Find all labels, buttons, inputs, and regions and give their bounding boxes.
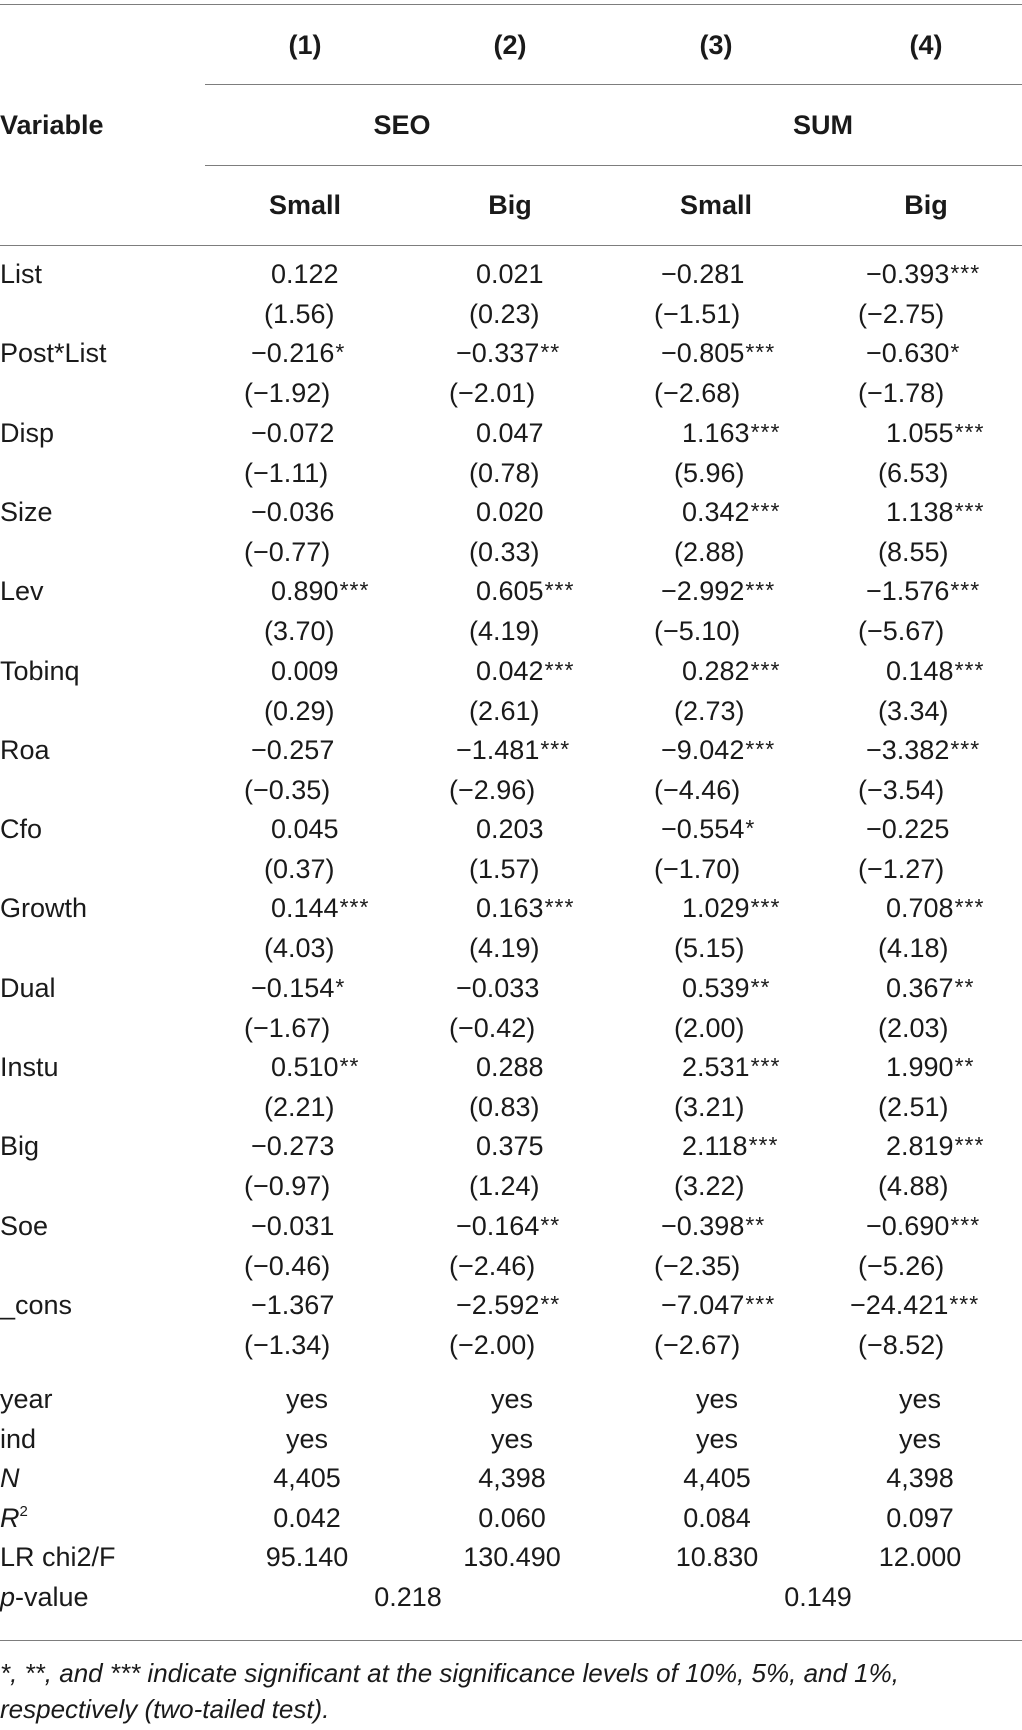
summary-value: 0.060 bbox=[478, 1502, 546, 1533]
row-label-lr-chi2-f bbox=[0, 1544, 116, 1571]
coefficient-cell bbox=[476, 1133, 544, 1160]
coefficient-value: −0.393 bbox=[866, 259, 950, 289]
coefficient-value: 1.163 bbox=[682, 417, 750, 448]
coefficient-cell bbox=[251, 1289, 335, 1320]
t-statistic-cell: (3.70) bbox=[264, 616, 335, 647]
row-label-text: ind bbox=[0, 1423, 37, 1454]
coefficient-cell bbox=[476, 895, 574, 922]
coefficient-value: 0.708 bbox=[886, 893, 954, 924]
coefficient-value: −0.033 bbox=[456, 972, 540, 1003]
coefficient-value: −0.164 bbox=[456, 1210, 540, 1241]
significance-stars: *** bbox=[540, 735, 571, 762]
significance-stars: *** bbox=[954, 497, 985, 524]
coefficient-cell bbox=[271, 578, 369, 605]
summary-value: yes bbox=[695, 1423, 739, 1454]
t-statistic-cell: (−2.00) bbox=[449, 1329, 536, 1360]
t-statistic-cell: (0.23) bbox=[469, 299, 540, 329]
coefficient-value: −0.690 bbox=[866, 1210, 950, 1241]
coefficient-cell bbox=[661, 1289, 776, 1320]
t-statistic-cell: (−8.52) bbox=[858, 1329, 945, 1360]
coefficient-value: −0.273 bbox=[251, 1131, 335, 1162]
t-statistic-cell: (4.19) bbox=[469, 933, 540, 964]
t-statistic-cell: (−2.01) bbox=[449, 378, 536, 409]
top-rule bbox=[0, 4, 1022, 5]
coefficient-cell bbox=[476, 578, 574, 605]
p-label-rest: -value bbox=[15, 1581, 89, 1612]
t-statistic-cell: (4.19) bbox=[469, 616, 540, 647]
coefficient-value: 0.203 bbox=[476, 814, 544, 845]
p-value-1: 0.218 bbox=[374, 1581, 442, 1612]
coefficient-value: 0.009 bbox=[271, 655, 339, 686]
summary-value: yes bbox=[898, 1384, 942, 1414]
coefficient-value: −0.216 bbox=[251, 338, 335, 369]
row-label-text: N bbox=[0, 1463, 20, 1493]
t-statistic-cell: (−1.34) bbox=[244, 1329, 331, 1360]
summary-value: yes bbox=[490, 1384, 534, 1414]
coefficient-value: 0.539 bbox=[682, 972, 750, 1003]
coefficient-value: 0.021 bbox=[476, 259, 544, 289]
coefficient-value: 0.375 bbox=[476, 1131, 544, 1162]
row-label-ind bbox=[0, 1423, 37, 1454]
row-label-superscript: 2 bbox=[19, 1502, 28, 1520]
coefficient-cell bbox=[476, 261, 544, 288]
t-statistic-cell: (2.73) bbox=[674, 695, 745, 726]
coefficient-value: 0.282 bbox=[682, 655, 750, 686]
coefficient-value: 0.342 bbox=[682, 496, 750, 527]
t-statistic-cell: (−1.78) bbox=[858, 378, 945, 409]
t-statistic-cell: (−2.46) bbox=[449, 1250, 536, 1281]
significance-stars: *** bbox=[950, 735, 981, 762]
group-header-sum: SUM bbox=[793, 110, 853, 140]
coefficient-value: 2.531 bbox=[682, 1052, 750, 1082]
summary-value: yes bbox=[285, 1384, 329, 1414]
t-statistic-cell: (0.37) bbox=[264, 854, 335, 885]
variable-header: Variable bbox=[0, 110, 104, 140]
row-label-post-list: Post*List bbox=[0, 338, 107, 369]
significance-stars: *** bbox=[339, 577, 370, 604]
subgroup-header-4: Big bbox=[904, 190, 948, 220]
summary-value: 0.042 bbox=[273, 1502, 341, 1533]
row-label-p-value bbox=[0, 1581, 89, 1612]
significance-stars: *** bbox=[544, 656, 575, 683]
coefficient-cell bbox=[271, 816, 339, 843]
coefficient-value: −3.382 bbox=[866, 734, 950, 765]
summary-value: 4,405 bbox=[273, 1463, 341, 1493]
coefficient-value: −0.036 bbox=[251, 496, 335, 527]
coefficient-value: −0.281 bbox=[661, 259, 745, 289]
significance-stars: *** bbox=[750, 418, 781, 445]
significance-stars: * bbox=[950, 339, 961, 366]
coefficient-value: 0.045 bbox=[271, 814, 339, 845]
coefficient-cell bbox=[661, 1210, 766, 1241]
t-statistic-cell: (5.15) bbox=[674, 933, 745, 964]
t-statistic-cell: (2.00) bbox=[674, 1012, 745, 1043]
coefficient-value: 0.367 bbox=[886, 972, 954, 1003]
summary-value: 0.097 bbox=[886, 1502, 954, 1533]
t-statistic-cell: (−1.67) bbox=[244, 1012, 331, 1043]
summary-value: 95.140 bbox=[265, 1542, 349, 1572]
significance-stars: * bbox=[335, 339, 346, 366]
t-statistic-cell: (8.55) bbox=[878, 536, 949, 567]
summary-value: yes bbox=[285, 1423, 329, 1454]
summary-value: 4,405 bbox=[683, 1463, 751, 1493]
row-label--cons: _cons bbox=[0, 1289, 73, 1320]
coefficient-cell bbox=[251, 417, 335, 448]
coefficient-cell bbox=[682, 496, 781, 527]
coefficient-cell bbox=[682, 972, 771, 1003]
coefficient-value: 0.144 bbox=[271, 893, 339, 924]
row-label-growth: Growth bbox=[0, 893, 88, 924]
coefficient-value: 0.163 bbox=[476, 893, 544, 924]
t-statistic-cell: (1.24) bbox=[469, 1171, 540, 1202]
table-footnote: *, **, and *** indicate significant at the significance levels of 10%, 5%, and 1%, respectively (two-tailed test). bbox=[0, 1658, 899, 1724]
coefficient-cell bbox=[866, 734, 981, 765]
t-statistic-cell: (−4.46) bbox=[654, 774, 741, 805]
significance-stars: *** bbox=[954, 418, 985, 445]
coefficient-cell bbox=[661, 734, 776, 765]
coefficient-value: −9.042 bbox=[661, 734, 745, 765]
row-label-instu: Instu bbox=[0, 1052, 59, 1082]
coefficient-value: −0.257 bbox=[251, 734, 335, 765]
coefficient-cell bbox=[886, 895, 984, 922]
significance-stars: ** bbox=[339, 1053, 360, 1079]
t-statistic-cell: (−0.35) bbox=[244, 774, 331, 805]
coefficient-cell bbox=[886, 1133, 984, 1160]
row-label-size: Size bbox=[0, 496, 53, 527]
coefficient-cell bbox=[251, 1210, 335, 1241]
coefficient-cell bbox=[456, 340, 560, 367]
t-statistic-cell: (3.22) bbox=[674, 1171, 745, 1202]
significance-stars: *** bbox=[949, 1290, 980, 1317]
significance-stars: *** bbox=[745, 577, 776, 604]
coefficient-cell bbox=[682, 417, 781, 448]
coefficient-cell bbox=[886, 496, 985, 527]
significance-stars: ** bbox=[540, 1211, 561, 1238]
coefficient-cell bbox=[456, 1289, 561, 1320]
coefficient-value: 2.819 bbox=[886, 1131, 954, 1162]
subgroup-header-3: Small bbox=[679, 190, 753, 220]
t-statistic-cell: (−5.10) bbox=[654, 616, 741, 647]
coefficient-cell bbox=[476, 655, 575, 686]
row-label-cfo: Cfo bbox=[0, 814, 43, 845]
coefficient-cell bbox=[866, 816, 949, 843]
t-statistic-cell: (−1.11) bbox=[244, 457, 329, 488]
coefficient-value: 1.029 bbox=[682, 893, 750, 924]
row-label-text: LR chi2/F bbox=[0, 1542, 116, 1572]
coefficient-cell bbox=[476, 496, 544, 527]
coefficient-value: −0.031 bbox=[251, 1210, 335, 1241]
t-statistic-cell: (−2.68) bbox=[654, 378, 741, 409]
summary-value: 4,398 bbox=[886, 1463, 954, 1493]
coefficient-cell bbox=[866, 261, 980, 288]
column-number-3: (3) bbox=[699, 30, 733, 60]
significance-stars: *** bbox=[745, 1290, 776, 1317]
coefficient-value: 0.288 bbox=[476, 1052, 544, 1082]
coefficient-cell bbox=[271, 1054, 359, 1081]
coefficient-cell bbox=[251, 340, 345, 367]
t-statistic-cell: (−1.51) bbox=[654, 299, 741, 329]
t-statistic-cell: (2.21) bbox=[264, 1092, 335, 1122]
significance-stars: *** bbox=[954, 894, 985, 921]
significance-stars: *** bbox=[950, 260, 981, 286]
coefficient-cell bbox=[886, 1054, 974, 1081]
summary-value: 130.490 bbox=[463, 1542, 561, 1572]
significance-stars: *** bbox=[954, 1132, 985, 1159]
coefficient-cell bbox=[661, 340, 775, 367]
row-label-list: List bbox=[0, 259, 43, 289]
coefficient-value: −0.225 bbox=[866, 814, 950, 845]
coefficient-cell bbox=[886, 972, 975, 1003]
coefficient-cell bbox=[886, 417, 985, 448]
t-statistic-cell: (3.21) bbox=[674, 1092, 745, 1122]
column-number-rule bbox=[205, 84, 1022, 85]
coefficient-value: 0.020 bbox=[476, 496, 544, 527]
coefficient-cell bbox=[682, 895, 780, 922]
t-statistic-cell: (−1.27) bbox=[858, 854, 945, 885]
t-statistic-cell: (1.57) bbox=[469, 854, 540, 885]
t-statistic-cell: (−0.46) bbox=[244, 1250, 331, 1281]
significance-stars: ** bbox=[954, 1053, 975, 1079]
significance-stars: ** bbox=[540, 1290, 561, 1317]
significance-stars: ** bbox=[954, 973, 975, 1000]
row-label-year bbox=[0, 1386, 53, 1413]
subgroup-header-2: Big bbox=[488, 190, 532, 220]
summary-value: yes bbox=[898, 1423, 942, 1454]
row-label-disp: Disp bbox=[0, 417, 55, 448]
coefficient-cell bbox=[661, 261, 744, 288]
t-statistic-cell: (−1.70) bbox=[654, 854, 741, 885]
table-bottom-rule bbox=[0, 1640, 1022, 1641]
header-bottom-rule bbox=[0, 245, 1022, 246]
coefficient-cell bbox=[456, 734, 571, 765]
coefficient-value: −0.072 bbox=[251, 417, 335, 448]
t-statistic-cell: (5.96) bbox=[674, 457, 745, 488]
coefficient-cell bbox=[661, 816, 755, 843]
t-statistic-cell: (0.33) bbox=[469, 536, 540, 567]
subgroup-header-1: Small bbox=[268, 190, 342, 220]
t-statistic-cell: (2.51) bbox=[878, 1092, 949, 1122]
coefficient-value: 1.138 bbox=[886, 496, 954, 527]
t-statistic-cell: (−2.75) bbox=[858, 299, 945, 329]
significance-stars: ** bbox=[540, 339, 561, 366]
coefficient-cell bbox=[850, 1289, 980, 1320]
coefficient-value: 0.510 bbox=[271, 1052, 339, 1082]
column-number-1: (1) bbox=[288, 30, 322, 60]
p-value-2: 0.149 bbox=[784, 1581, 852, 1612]
coefficient-cell bbox=[886, 655, 985, 686]
significance-stars: * bbox=[745, 815, 756, 842]
row-label-text: R bbox=[0, 1502, 20, 1533]
row-label-tobinq: Tobinq bbox=[0, 655, 80, 686]
row-label-roa: Roa bbox=[0, 734, 50, 765]
significance-stars: *** bbox=[544, 894, 575, 921]
t-statistic-cell: (4.03) bbox=[264, 933, 335, 964]
column-number-4: (4) bbox=[909, 30, 943, 60]
t-statistic-cell: (−5.67) bbox=[858, 616, 945, 647]
coefficient-cell bbox=[866, 1210, 981, 1241]
coefficient-cell bbox=[682, 655, 781, 686]
coefficient-cell bbox=[476, 417, 544, 448]
coefficient-value: −0.805 bbox=[661, 338, 745, 369]
coefficient-value: 1.055 bbox=[886, 417, 954, 448]
t-statistic-cell: (0.78) bbox=[469, 457, 540, 488]
t-statistic-cell: (−2.96) bbox=[449, 774, 536, 805]
row-label-soe: Soe bbox=[0, 1210, 49, 1241]
coefficient-cell bbox=[476, 816, 544, 843]
coefficient-value: −1.576 bbox=[866, 576, 950, 607]
summary-value: 12.000 bbox=[878, 1542, 962, 1572]
coefficient-cell bbox=[866, 340, 960, 367]
summary-value: 10.830 bbox=[675, 1542, 759, 1572]
coefficient-value: 0.890 bbox=[271, 576, 339, 607]
row-label-n bbox=[0, 1465, 20, 1492]
t-statistic-cell: (3.34) bbox=[878, 695, 949, 726]
t-statistic-cell: (−2.35) bbox=[654, 1250, 741, 1281]
row-label-text: year bbox=[0, 1384, 53, 1414]
t-statistic-cell: (−1.92) bbox=[244, 378, 331, 409]
coefficient-value: −0.554 bbox=[661, 814, 745, 845]
t-statistic-cell: (6.53) bbox=[878, 457, 949, 488]
group-rule bbox=[205, 165, 1022, 166]
coefficient-value: −7.047 bbox=[661, 1289, 745, 1320]
t-statistic-cell: (−0.77) bbox=[244, 536, 331, 567]
coefficient-value: −0.337 bbox=[456, 338, 540, 369]
significance-stars: *** bbox=[748, 1132, 779, 1159]
significance-stars: *** bbox=[745, 735, 776, 762]
t-statistic-cell: (4.18) bbox=[878, 933, 949, 964]
coefficient-cell bbox=[661, 578, 775, 605]
coefficient-value: 2.118 bbox=[682, 1131, 748, 1162]
coefficient-value: −0.630 bbox=[866, 338, 950, 369]
coefficient-value: −1.367 bbox=[251, 1289, 335, 1320]
coefficient-cell bbox=[682, 1054, 780, 1081]
row-label-dual: Dual bbox=[0, 972, 56, 1003]
coefficient-value: 0.605 bbox=[476, 576, 544, 607]
coefficient-value: 0.042 bbox=[476, 655, 544, 686]
coefficient-value: 1.990 bbox=[886, 1052, 954, 1082]
significance-stars: *** bbox=[750, 894, 781, 921]
t-statistic-cell: (0.29) bbox=[264, 695, 335, 726]
coefficient-cell bbox=[251, 496, 335, 527]
t-statistic-cell: (−5.26) bbox=[858, 1250, 945, 1281]
coefficient-cell bbox=[271, 655, 339, 686]
significance-stars: * bbox=[335, 973, 346, 1000]
coefficient-value: 0.148 bbox=[886, 655, 954, 686]
coefficient-cell bbox=[271, 261, 339, 288]
coefficient-value: −2.992 bbox=[661, 576, 745, 607]
coefficient-value: −0.154 bbox=[251, 972, 335, 1003]
t-statistic-cell: (4.88) bbox=[878, 1171, 949, 1202]
coefficient-cell bbox=[476, 1054, 544, 1081]
t-statistic-cell: (−2.67) bbox=[654, 1329, 741, 1360]
row-label-r bbox=[0, 1502, 28, 1533]
significance-stars: *** bbox=[745, 339, 776, 366]
significance-stars: *** bbox=[339, 894, 370, 921]
t-statistic-cell: (−0.42) bbox=[449, 1012, 536, 1043]
t-statistic-cell: (−3.54) bbox=[858, 774, 945, 805]
coefficient-cell bbox=[456, 972, 540, 1003]
coefficient-cell bbox=[456, 1210, 561, 1241]
significance-stars: *** bbox=[544, 577, 575, 604]
t-statistic-cell: (−0.97) bbox=[244, 1171, 331, 1202]
significance-stars: *** bbox=[950, 1211, 981, 1238]
coefficient-cell bbox=[271, 895, 369, 922]
summary-value: yes bbox=[490, 1423, 534, 1454]
significance-stars: ** bbox=[745, 1211, 766, 1238]
t-statistic-cell: (2.03) bbox=[878, 1012, 949, 1043]
significance-stars: ** bbox=[750, 973, 771, 1000]
summary-value: 4,398 bbox=[478, 1463, 546, 1493]
t-statistic-cell: (2.61) bbox=[469, 695, 540, 726]
t-statistic-cell: (1.56) bbox=[264, 299, 335, 329]
significance-stars: *** bbox=[954, 656, 985, 683]
coefficient-value: 0.122 bbox=[271, 259, 339, 289]
row-label-big: Big bbox=[0, 1131, 40, 1162]
coefficient-cell bbox=[682, 1133, 778, 1160]
significance-stars: *** bbox=[750, 497, 781, 524]
coefficient-cell bbox=[251, 972, 346, 1003]
column-number-2: (2) bbox=[493, 30, 527, 60]
p-label-italic: p bbox=[0, 1581, 16, 1612]
summary-value: yes bbox=[695, 1384, 739, 1414]
t-statistic-cell: (2.88) bbox=[674, 536, 745, 567]
coefficient-value: −0.398 bbox=[661, 1210, 745, 1241]
significance-stars: *** bbox=[950, 577, 981, 604]
coefficient-cell bbox=[866, 578, 980, 605]
coefficient-value: −24.421 bbox=[850, 1289, 949, 1320]
significance-stars: *** bbox=[750, 1053, 781, 1079]
coefficient-cell bbox=[251, 1133, 334, 1160]
summary-value: 0.084 bbox=[683, 1502, 751, 1533]
row-label-lev: Lev bbox=[0, 576, 44, 607]
coefficient-value: 0.047 bbox=[476, 417, 544, 448]
coefficient-cell bbox=[251, 734, 335, 765]
coefficient-value: −2.592 bbox=[456, 1289, 540, 1320]
coefficient-value: −1.481 bbox=[456, 734, 540, 765]
t-statistic-cell: (0.83) bbox=[469, 1092, 540, 1122]
group-header-seo: SEO bbox=[373, 110, 431, 140]
significance-stars: *** bbox=[750, 656, 781, 683]
